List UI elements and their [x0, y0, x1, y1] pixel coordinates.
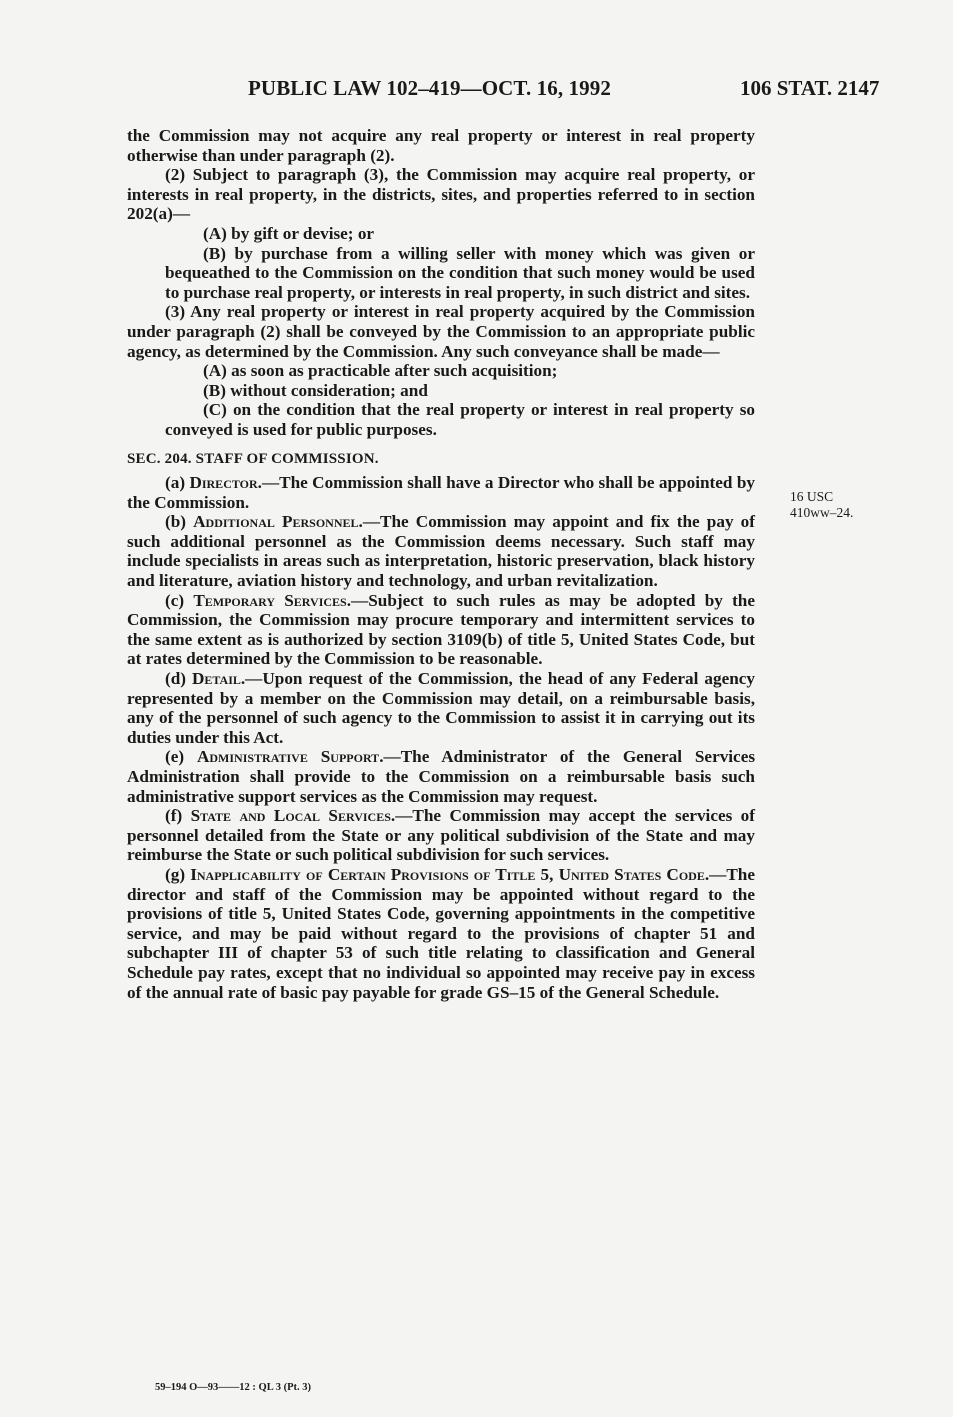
document-body	[127, 126, 755, 1002]
subsection-d	[127, 669, 755, 747]
subsection-f	[127, 806, 755, 865]
subsection-e-title: Administrative Support	[196, 747, 380, 767]
subsection-b-text: .—The Commission may appoint and fix the pay of such additional personnel as the Commission deems necessary. Such staff may include specialists in areas such as interpretation, historic preservation, black history and literature, aviation history and technology, and urban revitalization.	[127, 512, 755, 591]
subsection-e	[127, 747, 755, 806]
subsection-c-text: .—Subject to such rules as may be adopted by the Commission, the Commission may procure temporary and intermittent services to the same extent as is authorized by section 3109(b) of title 5, United States Code, but at rates determined by the Commission to be reasonable.	[127, 590, 755, 669]
subsection-b-label: (b)	[165, 512, 194, 532]
paragraph-3c: (C) on the condition that the real property or interest in real property so conveyed is used for public purposes.	[165, 400, 755, 439]
subsection-a-title: Director	[189, 473, 258, 493]
section-heading: SEC. 204. STAFF OF COMMISSION.	[127, 450, 379, 467]
subsection-g	[127, 865, 755, 1002]
paragraph-2b: (B) by purchase from a willing seller with money which was given or bequeathed to the Commission on the condition that such money would be used to purchase real property, or interests in real property, in such district and sites.	[165, 243, 755, 302]
subsection-c	[127, 591, 755, 669]
subsection-d-title: Detail	[192, 669, 241, 689]
paragraph-3a: (A) as soon as practicable after such acquisition;	[203, 361, 558, 381]
subsection-e-text: .—The Administrator of the General Services Administration shall provide to the Commission on a reimbursable basis such administrative support services as the Commission may request.	[127, 747, 756, 806]
subsection-b	[127, 512, 755, 590]
usc-margin-line-1: 16 USC	[790, 489, 834, 504]
statute-page-number: 106 STAT. 2147	[740, 76, 880, 100]
subsection-a-text: .—The Commission shall have a Director who shall be appointed by the Commission.	[127, 473, 755, 512]
paragraph-2: (2) Subject to paragraph (3), the Commission may acquire real property, or interests in real property, in the districts, sites, and properties referred to in section 202(a)—	[127, 165, 755, 224]
printer-footer-code: 59–194 O—93——12 : QL 3 (Pt. 3)	[155, 1382, 312, 1393]
subsection-a-label: (a)	[165, 473, 190, 493]
subsection-d-label: (d)	[165, 669, 192, 689]
subsection-g-text: .—The director and staff of the Commission may be appointed without regard to the provisions of title 5, United States Code, governing appointments in the competitive service, and may be paid without regard to the provisions of chapter 51 and subchapter III of chapter 53 of such title relating to classification and General Schedule pay rates, except that no individual so appointed may receive pay in excess of the annual rate of basic pay payable for grade GS–15 of the General Schedule.	[127, 864, 755, 1002]
usc-margin-citation	[790, 489, 853, 521]
subsection-g-label: (g)	[165, 864, 191, 884]
subsection-f-title: State and Local Services	[190, 806, 391, 826]
subsection-g-title: Inapplicability of Certain Provisions of Title 5, United States Code	[190, 864, 705, 884]
subsection-c-title: Temporary Services	[193, 590, 347, 610]
subsection-b-title: Additional Personnel	[193, 512, 359, 532]
subsection-d-text: .—Upon request of the Commission, the head of any Federal agency represented by a member on the Commission may detail, on a reimbursable basis, any of the personnel of such agency to the Commission to assist it in carrying out its duties under this Act.	[127, 669, 755, 747]
paragraph-2a: (A) by gift or devise; or	[203, 223, 375, 243]
subsection-c-label: (c)	[165, 590, 194, 610]
subsection-a	[127, 473, 755, 512]
subsection-f-label: (f)	[165, 806, 191, 826]
usc-margin-line-2: 410ww–24.	[790, 505, 854, 520]
subsection-f-text: .—The Commission may accept the services of personnel detailed from the State or any political subdivision of the State and may reimburse the State or such political subdivision for such services.	[127, 806, 755, 865]
paragraph-3: (3) Any real property or interest in real property acquired by the Commission under paragraph (2) shall be conveyed by the Commission to an appropriate public agency, as determined by the Commission. Any such conveyance shall be made—	[127, 302, 755, 361]
paragraph-continuation: the Commission may not acquire any real property or interest in real property otherwise than under paragraph (2).	[127, 126, 755, 165]
paragraph-3b: (B) without consideration; and	[203, 380, 428, 400]
running-header-title: PUBLIC LAW 102–419—OCT. 16, 1992	[248, 76, 611, 100]
subsection-e-label: (e)	[165, 747, 197, 767]
